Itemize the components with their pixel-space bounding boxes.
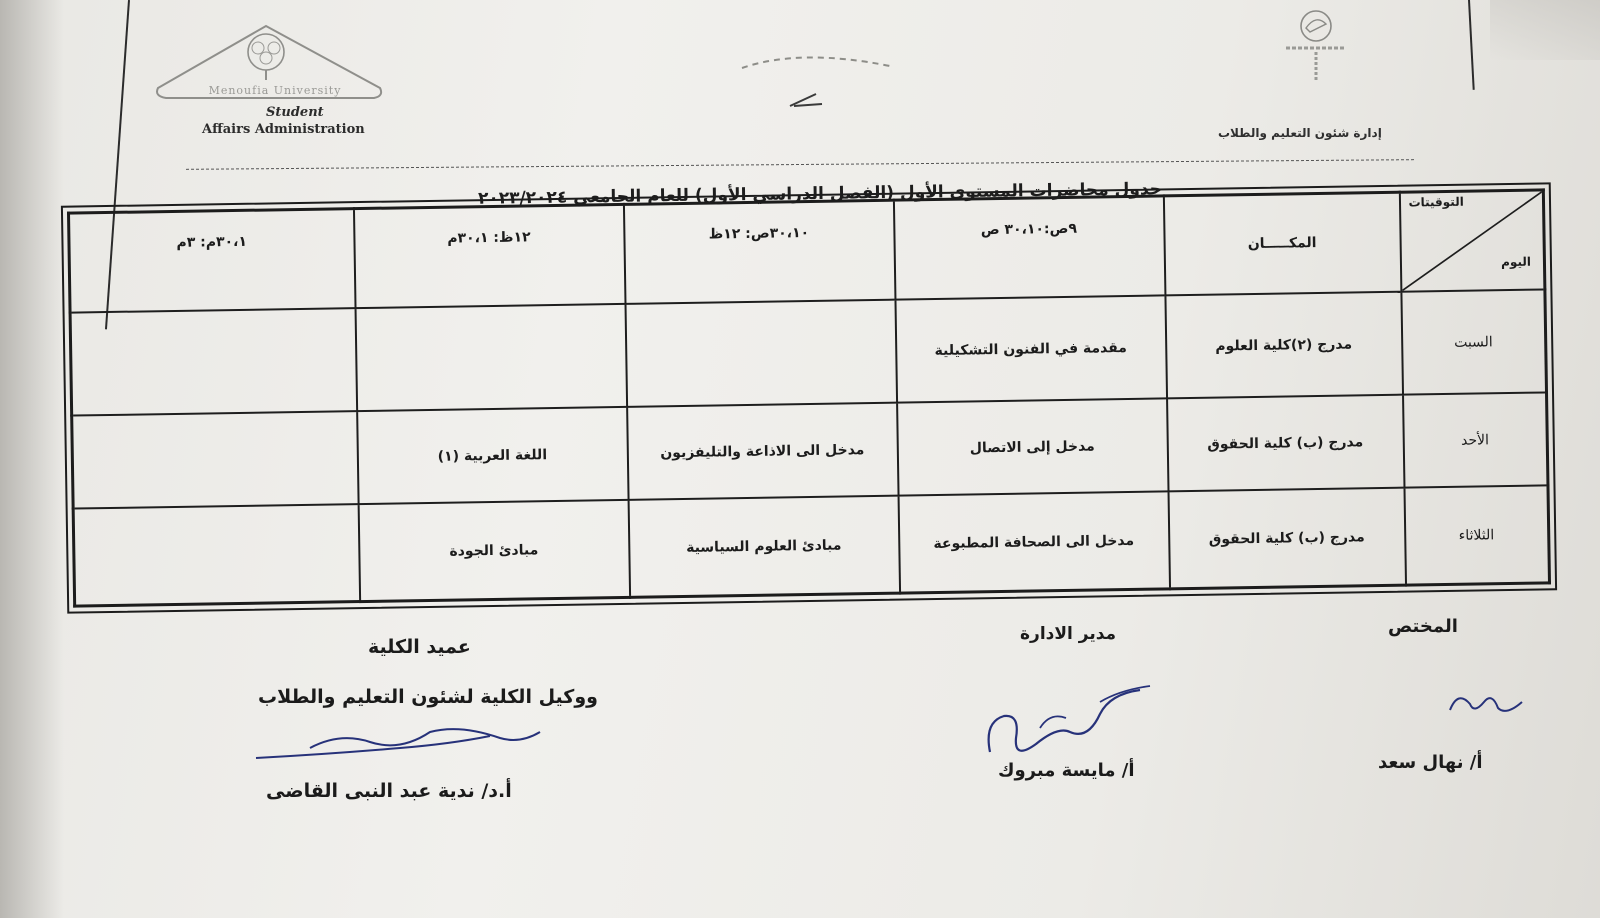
right-margin-line: [1468, 0, 1475, 90]
corner-header-cell: [1399, 190, 1545, 292]
day-cell: السبت: [1401, 289, 1547, 395]
course-cell: [355, 304, 627, 412]
specialist-signature: [1440, 680, 1530, 730]
page-corner: [1490, 0, 1600, 60]
course-cell: مدخل الى الاذاعة والتليفزيون: [627, 403, 898, 500]
manager-name: أ/ مايسة مبروك: [998, 760, 1135, 781]
course-cell: [70, 308, 357, 416]
schedule-table-container: [67, 188, 1551, 607]
place-cell: مدرج (ب) كلية الحقوق: [1167, 395, 1404, 492]
course-cell: مبادئ الجودة: [358, 500, 629, 601]
time-slot-header: ٩ص:٣٠،١٠ ص: [893, 196, 1165, 300]
university-logo-text: Menoufia University: [208, 84, 342, 97]
dean-signature: [250, 718, 550, 774]
course-cell: مدخل إلى الاتصال: [897, 399, 1168, 496]
place-column-header: المكـــــان: [1163, 192, 1401, 295]
corner-day-label: اليوم: [1500, 254, 1532, 269]
course-cell: [73, 504, 359, 606]
header-department: إدارة شئون التعليم والطلاب: [1218, 126, 1382, 140]
course-cell: مقدمة في الفنون التشكيلية: [895, 295, 1167, 403]
course-cell: مدخل الى الصحافة المطبوعة: [898, 492, 1169, 593]
manager-role: مدير الادارة: [1020, 624, 1117, 644]
faded-stamp-mark: [740, 50, 910, 120]
time-slot-header: ١٢ظ: ٣٠،١م: [353, 204, 625, 308]
manager-signature: [980, 672, 1170, 768]
place-cell: مدرج (ب) كلية الحقوق: [1168, 488, 1405, 589]
header-affairs-label: Affairs Administration: [202, 122, 365, 137]
dean-role: عميد الكلية: [368, 636, 471, 658]
dean-name: أ.د/ ندية عبد النبى القاضى: [266, 780, 512, 802]
place-cell: مدرج (٢)كلية العلوم: [1165, 292, 1403, 399]
corner-times-label: التوقيتات: [1408, 194, 1464, 210]
vice-dean-role: ووكيل الكلية لشئون التعليم والطلاب: [258, 686, 598, 708]
specialist-name: أ/ نهال سعد: [1378, 752, 1483, 773]
time-slot-header: ٣٠،١٠ص: ١٢ظ: [623, 200, 895, 304]
header-divider: [186, 159, 1414, 170]
header-student-label: Student: [266, 105, 324, 120]
day-cell: الثلاثاء: [1404, 486, 1550, 585]
course-cell: اللغة العربية (١): [357, 407, 628, 504]
faculty-emblem-icon: [1280, 6, 1352, 84]
course-cell: [625, 299, 897, 407]
course-cell: مبادئ العلوم السياسية: [628, 496, 899, 597]
time-slot-header: ٣٠،١م: ٣م: [69, 209, 356, 313]
page-shadow: [0, 0, 64, 918]
document-title: جدول محاضرات المستوى الأول (الفصل الدراسي الأول) للعام الجامعي ٢٠٢٣/٢٠٢٤: [477, 179, 1163, 209]
course-cell: [72, 412, 358, 509]
schedule-table: [67, 188, 1551, 607]
day-cell: الأحد: [1403, 393, 1548, 488]
specialist-role: المختص: [1388, 616, 1458, 637]
